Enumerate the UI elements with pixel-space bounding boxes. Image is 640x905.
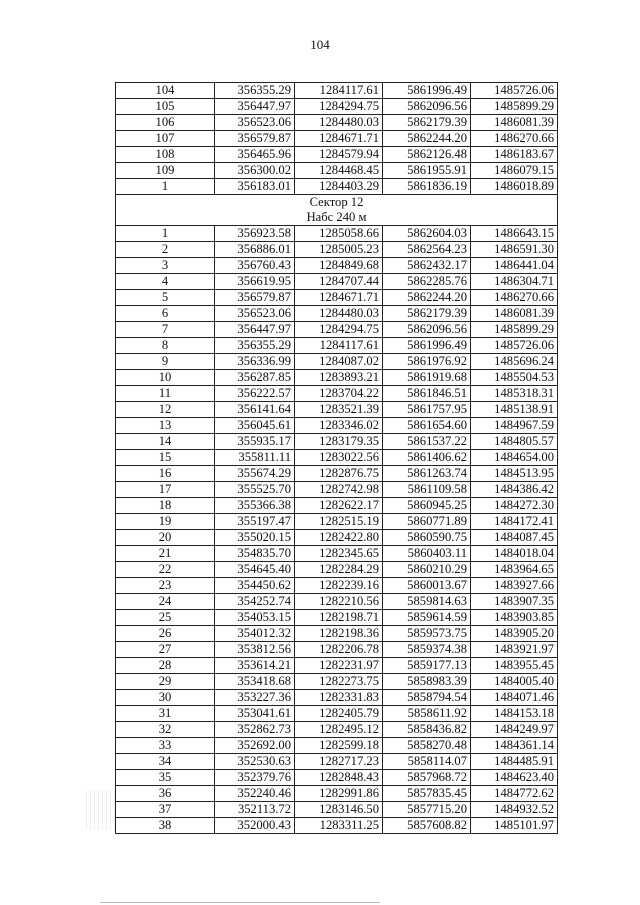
coordinate-cell: 1484153.18 (471, 706, 558, 722)
point-id-cell: 16 (116, 466, 215, 482)
coordinate-cell: 353041.61 (215, 706, 295, 722)
coordinate-cell: 1284294.75 (295, 99, 383, 115)
coordinate-cell: 355525.70 (215, 482, 295, 498)
coordinate-cell: 1282622.17 (295, 498, 383, 514)
coordinate-cell: 356447.97 (215, 322, 295, 338)
table-row (116, 434, 558, 450)
coordinate-cell: 356355.29 (215, 83, 295, 99)
coordinate-cell: 5862126.48 (383, 147, 471, 163)
coordinate-cell: 1284117.61 (295, 83, 383, 99)
coordinate-cell: 1282848.43 (295, 770, 383, 786)
coordinate-cell: 5861406.62 (383, 450, 471, 466)
point-id-cell: 37 (116, 802, 215, 818)
coordinate-cell: 352000.43 (215, 818, 295, 834)
coordinate-cell: 1483905.20 (471, 626, 558, 642)
coordinate-cell: 1486304.71 (471, 274, 558, 290)
point-id-cell: 34 (116, 754, 215, 770)
point-id-cell: 23 (116, 578, 215, 594)
table-row (116, 322, 558, 338)
coordinate-cell: 1484485.91 (471, 754, 558, 770)
sector-header-group (116, 195, 558, 226)
coordinate-cell: 1282210.56 (295, 594, 383, 610)
coordinate-cell: 1282198.36 (295, 626, 383, 642)
coordinate-cell: 5861537.22 (383, 434, 471, 450)
coordinate-cell: 1484805.57 (471, 434, 558, 450)
table-row (116, 131, 558, 147)
table-row (116, 562, 558, 578)
coordinate-cell: 1486081.39 (471, 306, 558, 322)
table-row (116, 418, 558, 434)
point-id-cell: 33 (116, 738, 215, 754)
coordinate-cell: 5862244.20 (383, 131, 471, 147)
coordinate-cell: 5862179.39 (383, 115, 471, 131)
coordinate-cell: 354645.40 (215, 562, 295, 578)
coordinate-cell: 1484172.41 (471, 514, 558, 530)
point-id-cell: 35 (116, 770, 215, 786)
table-row (116, 258, 558, 274)
coordinate-cell: 1284849.68 (295, 258, 383, 274)
coordinate-cell: 352692.00 (215, 738, 295, 754)
coordinate-cell: 356355.29 (215, 338, 295, 354)
coordinate-cell: 1283704.22 (295, 386, 383, 402)
coordinate-cell: 1483927.66 (471, 578, 558, 594)
coordinate-cell: 5862179.39 (383, 306, 471, 322)
coordinate-cell: 1284707.44 (295, 274, 383, 290)
coordinate-cell: 1285005.23 (295, 242, 383, 258)
coordinate-cell: 5859374.38 (383, 642, 471, 658)
coordinate-cell: 353418.68 (215, 674, 295, 690)
table-row (116, 690, 558, 706)
coordinate-cell: 1282495.12 (295, 722, 383, 738)
coordinate-cell: 1283893.21 (295, 370, 383, 386)
coordinate-cell: 354012.32 (215, 626, 295, 642)
coordinate-cell: 1484513.95 (471, 466, 558, 482)
point-id-cell: 11 (116, 386, 215, 402)
point-id-cell: 104 (116, 83, 215, 99)
table-row (116, 242, 558, 258)
coordinate-cell: 1484249.97 (471, 722, 558, 738)
table-row (116, 706, 558, 722)
point-id-cell: 14 (116, 434, 215, 450)
coordinate-cell: 5858611.92 (383, 706, 471, 722)
point-id-cell: 4 (116, 274, 215, 290)
table-row (116, 546, 558, 562)
table-row (116, 482, 558, 498)
sector-header-cell (116, 195, 558, 226)
coordinate-cell: 352113.72 (215, 802, 295, 818)
coordinate-cell: 1284294.75 (295, 322, 383, 338)
coordinate-cell: 354252.74 (215, 594, 295, 610)
point-id-cell: 7 (116, 322, 215, 338)
coordinate-cell: 5862564.23 (383, 242, 471, 258)
coordinate-cell: 1282599.18 (295, 738, 383, 754)
coordinate-cell: 1282231.97 (295, 658, 383, 674)
coordinate-cell: 1484623.40 (471, 770, 558, 786)
coordinate-cell: 5860945.25 (383, 498, 471, 514)
coordinate-cell: 5861654.60 (383, 418, 471, 434)
point-id-cell: 1 (116, 226, 215, 242)
table-row (116, 754, 558, 770)
table-row (116, 338, 558, 354)
table-row (116, 306, 558, 322)
point-id-cell: 107 (116, 131, 215, 147)
coordinate-cell: 355674.29 (215, 466, 295, 482)
coordinate-cell: 1484386.42 (471, 482, 558, 498)
coordinate-cell: 356619.95 (215, 274, 295, 290)
coordinate-cell: 1484654.00 (471, 450, 558, 466)
coordinates-table (115, 82, 558, 834)
coordinate-cell: 1485696.24 (471, 354, 558, 370)
coordinate-cell: 356886.01 (215, 242, 295, 258)
coordinate-cell: 353227.36 (215, 690, 295, 706)
coordinate-cell: 1486441.04 (471, 258, 558, 274)
coordinate-cell: 356287.85 (215, 370, 295, 386)
table-row (116, 610, 558, 626)
coordinate-cell: 1484087.45 (471, 530, 558, 546)
coordinate-cell: 1282284.29 (295, 562, 383, 578)
table-row (116, 370, 558, 386)
table-row (116, 274, 558, 290)
point-id-cell: 26 (116, 626, 215, 642)
coordinate-cell: 352530.63 (215, 754, 295, 770)
table-row (116, 99, 558, 115)
coordinate-cell: 1284671.71 (295, 131, 383, 147)
point-id-cell: 30 (116, 690, 215, 706)
coordinate-cell: 352862.73 (215, 722, 295, 738)
table-row (116, 354, 558, 370)
coordinate-cell: 5857835.45 (383, 786, 471, 802)
coordinate-cell: 1282198.71 (295, 610, 383, 626)
point-id-cell: 31 (116, 706, 215, 722)
table-row (116, 658, 558, 674)
coordinate-cell: 1486270.66 (471, 131, 558, 147)
point-id-cell: 28 (116, 658, 215, 674)
page-number: 104 (310, 37, 330, 52)
table-row (116, 147, 558, 163)
table-row (116, 594, 558, 610)
coordinate-cell: 1486183.67 (471, 147, 558, 163)
coordinate-cell: 1485138.91 (471, 402, 558, 418)
coordinate-cell: 1485504.53 (471, 370, 558, 386)
table-row (116, 466, 558, 482)
coordinate-cell: 352240.46 (215, 786, 295, 802)
coordinate-cell: 5861846.51 (383, 386, 471, 402)
table-row (116, 802, 558, 818)
table-row (116, 786, 558, 802)
coordinate-cell: 5861263.74 (383, 466, 471, 482)
coordinate-cell: 1283521.39 (295, 402, 383, 418)
table-row (116, 450, 558, 466)
table-row (116, 290, 558, 306)
table-body-after-sector (116, 226, 558, 834)
coordinate-cell: 1284117.61 (295, 338, 383, 354)
coordinate-cell: 1484772.62 (471, 786, 558, 802)
point-id-cell: 5 (116, 290, 215, 306)
coordinate-cell: 356141.64 (215, 402, 295, 418)
point-id-cell: 24 (116, 594, 215, 610)
point-id-cell: 10 (116, 370, 215, 386)
coordinate-cell: 1483955.45 (471, 658, 558, 674)
point-id-cell: 20 (116, 530, 215, 546)
coordinate-cell: 5858794.54 (383, 690, 471, 706)
coordinate-cell: 5862096.56 (383, 322, 471, 338)
coordinate-cell: 1486591.30 (471, 242, 558, 258)
coordinate-cell: 1483964.65 (471, 562, 558, 578)
bottom-rule (100, 902, 380, 903)
coordinate-cell: 355197.47 (215, 514, 295, 530)
coordinate-cell: 1282717.23 (295, 754, 383, 770)
coordinate-cell: 355935.17 (215, 434, 295, 450)
point-id-cell: 3 (116, 258, 215, 274)
coordinate-cell: 1282515.19 (295, 514, 383, 530)
point-id-cell: 105 (116, 99, 215, 115)
point-id-cell: 13 (116, 418, 215, 434)
coordinate-cell: 356465.96 (215, 147, 295, 163)
sector-header-row (116, 195, 558, 226)
coordinate-cell: 356579.87 (215, 290, 295, 306)
coordinate-cell: 5861996.49 (383, 338, 471, 354)
coordinate-cell: 354450.62 (215, 578, 295, 594)
table-row (116, 818, 558, 834)
point-id-cell: 17 (116, 482, 215, 498)
coordinate-cell: 5857968.72 (383, 770, 471, 786)
coordinate-cell: 1282273.75 (295, 674, 383, 690)
coordinate-cell: 1282331.83 (295, 690, 383, 706)
table-row (116, 738, 558, 754)
point-id-cell: 8 (116, 338, 215, 354)
coordinate-cell: 1483921.97 (471, 642, 558, 658)
table-row (116, 674, 558, 690)
coordinate-cell: 5859614.59 (383, 610, 471, 626)
coordinate-cell: 5861109.58 (383, 482, 471, 498)
sector-subtitle: Набс 240 м (306, 210, 367, 224)
coordinate-cell: 356183.01 (215, 179, 295, 195)
coordinate-cell: 356336.99 (215, 354, 295, 370)
point-id-cell: 18 (116, 498, 215, 514)
coordinate-cell: 5862604.03 (383, 226, 471, 242)
coordinate-cell: 5858436.82 (383, 722, 471, 738)
point-id-cell: 2 (116, 242, 215, 258)
coordinate-cell: 1284087.02 (295, 354, 383, 370)
coordinate-cell: 5860210.29 (383, 562, 471, 578)
table-row (116, 115, 558, 131)
coordinate-cell: 354835.70 (215, 546, 295, 562)
coordinate-cell: 5857608.82 (383, 818, 471, 834)
coordinate-cell: 5859814.63 (383, 594, 471, 610)
coordinate-cell: 5860403.11 (383, 546, 471, 562)
coordinate-cell: 5861757.95 (383, 402, 471, 418)
coordinate-cell: 1486643.15 (471, 226, 558, 242)
table-row (116, 226, 558, 242)
point-id-cell: 106 (116, 115, 215, 131)
coordinate-cell: 356579.87 (215, 131, 295, 147)
point-id-cell: 38 (116, 818, 215, 834)
coordinate-cell: 1485899.29 (471, 99, 558, 115)
coordinate-cell: 1484071.46 (471, 690, 558, 706)
coordinate-cell: 1284480.03 (295, 115, 383, 131)
coordinate-cell: 1283179.35 (295, 434, 383, 450)
table-row (116, 722, 558, 738)
coordinate-cell: 1282345.65 (295, 546, 383, 562)
coordinate-cell: 5858114.07 (383, 754, 471, 770)
coordinate-cell: 1285058.66 (295, 226, 383, 242)
coordinate-cell: 356447.97 (215, 99, 295, 115)
table-row (116, 642, 558, 658)
point-id-cell: 1 (116, 179, 215, 195)
coordinate-cell: 5860590.75 (383, 530, 471, 546)
coordinate-cell: 1484932.52 (471, 802, 558, 818)
coordinate-cell: 354053.15 (215, 610, 295, 626)
coordinate-cell: 1283346.02 (295, 418, 383, 434)
coordinate-cell: 1485726.06 (471, 338, 558, 354)
coordinate-cell: 355366.38 (215, 498, 295, 514)
coordinate-cell: 5861919.68 (383, 370, 471, 386)
coordinate-cell: 1282876.75 (295, 466, 383, 482)
coordinate-cell: 1284403.29 (295, 179, 383, 195)
coordinate-cell: 353614.21 (215, 658, 295, 674)
table-row (116, 514, 558, 530)
point-id-cell: 109 (116, 163, 215, 179)
coordinate-cell: 5862432.17 (383, 258, 471, 274)
coordinate-cell: 1486018.89 (471, 179, 558, 195)
coordinate-cell: 1282405.79 (295, 706, 383, 722)
coordinate-cell: 5858270.48 (383, 738, 471, 754)
point-id-cell: 12 (116, 402, 215, 418)
coordinate-cell: 1283022.56 (295, 450, 383, 466)
coordinate-cell: 356222.57 (215, 386, 295, 402)
sector-title: Сектор 12 (309, 195, 364, 209)
point-id-cell: 21 (116, 546, 215, 562)
table-row (116, 626, 558, 642)
coordinate-cell: 1485318.31 (471, 386, 558, 402)
coordinate-cell: 356523.06 (215, 115, 295, 131)
coordinate-cell: 1484361.14 (471, 738, 558, 754)
coordinate-cell: 5861955.91 (383, 163, 471, 179)
coordinate-cell: 5858983.39 (383, 674, 471, 690)
scan-artifact (86, 790, 116, 830)
coordinate-cell: 1486270.66 (471, 290, 558, 306)
point-id-cell: 27 (116, 642, 215, 658)
coordinate-cell: 5861976.92 (383, 354, 471, 370)
coordinate-cell: 1484272.30 (471, 498, 558, 514)
coordinate-cell: 356523.06 (215, 306, 295, 322)
coordinate-cell: 5857715.20 (383, 802, 471, 818)
coordinate-cell: 1484018.04 (471, 546, 558, 562)
table-row (116, 83, 558, 99)
coordinate-cell: 1282991.86 (295, 786, 383, 802)
coordinate-cell: 1282206.78 (295, 642, 383, 658)
point-id-cell: 6 (116, 306, 215, 322)
coordinate-cell: 356923.58 (215, 226, 295, 242)
table-row (116, 578, 558, 594)
table-row (116, 179, 558, 195)
table-row (116, 402, 558, 418)
table-row (116, 770, 558, 786)
coordinate-cell: 1486079.15 (471, 163, 558, 179)
coordinate-cell: 1282422.80 (295, 530, 383, 546)
coordinate-cell: 1485899.29 (471, 322, 558, 338)
table-row (116, 386, 558, 402)
coordinate-cell: 5860771.89 (383, 514, 471, 530)
point-id-cell: 22 (116, 562, 215, 578)
point-id-cell: 29 (116, 674, 215, 690)
coordinate-cell: 1483903.85 (471, 610, 558, 626)
point-id-cell: 108 (116, 147, 215, 163)
coordinate-cell: 5861836.19 (383, 179, 471, 195)
table-row (116, 530, 558, 546)
coordinate-cell: 355811.11 (215, 450, 295, 466)
coordinate-cell: 1284579.94 (295, 147, 383, 163)
point-id-cell: 15 (116, 450, 215, 466)
point-id-cell: 32 (116, 722, 215, 738)
coordinate-cell: 1483907.35 (471, 594, 558, 610)
point-id-cell: 36 (116, 786, 215, 802)
table-body-before-sector (116, 83, 558, 195)
coordinate-cell: 1284480.03 (295, 306, 383, 322)
coordinate-cell: 1485726.06 (471, 83, 558, 99)
coordinate-cell: 1484967.59 (471, 418, 558, 434)
coordinate-cell: 1282239.16 (295, 578, 383, 594)
coordinate-cell: 1283311.25 (295, 818, 383, 834)
table-row (116, 163, 558, 179)
coordinate-cell: 5859177.13 (383, 658, 471, 674)
coordinate-cell: 5862285.76 (383, 274, 471, 290)
coordinate-cell: 1486081.39 (471, 115, 558, 131)
coordinate-cell: 1284468.45 (295, 163, 383, 179)
table-row (116, 498, 558, 514)
coordinate-cell: 5860013.67 (383, 578, 471, 594)
coordinate-cell: 1485101.97 (471, 818, 558, 834)
coordinate-cell: 5861996.49 (383, 83, 471, 99)
coordinate-cell: 353812.56 (215, 642, 295, 658)
coordinate-cell: 355020.15 (215, 530, 295, 546)
coordinate-cell: 356045.61 (215, 418, 295, 434)
coordinate-cell: 1484005.40 (471, 674, 558, 690)
coordinate-cell: 1283146.50 (295, 802, 383, 818)
point-id-cell: 9 (116, 354, 215, 370)
coordinate-cell: 352379.76 (215, 770, 295, 786)
coordinate-cell: 5859573.75 (383, 626, 471, 642)
coordinate-cell: 356760.43 (215, 258, 295, 274)
coordinate-cell: 5862244.20 (383, 290, 471, 306)
coordinate-cell: 1282742.98 (295, 482, 383, 498)
coordinate-cell: 5862096.56 (383, 99, 471, 115)
coordinate-cell: 1284671.71 (295, 290, 383, 306)
coordinate-cell: 356300.02 (215, 163, 295, 179)
point-id-cell: 25 (116, 610, 215, 626)
point-id-cell: 19 (116, 514, 215, 530)
